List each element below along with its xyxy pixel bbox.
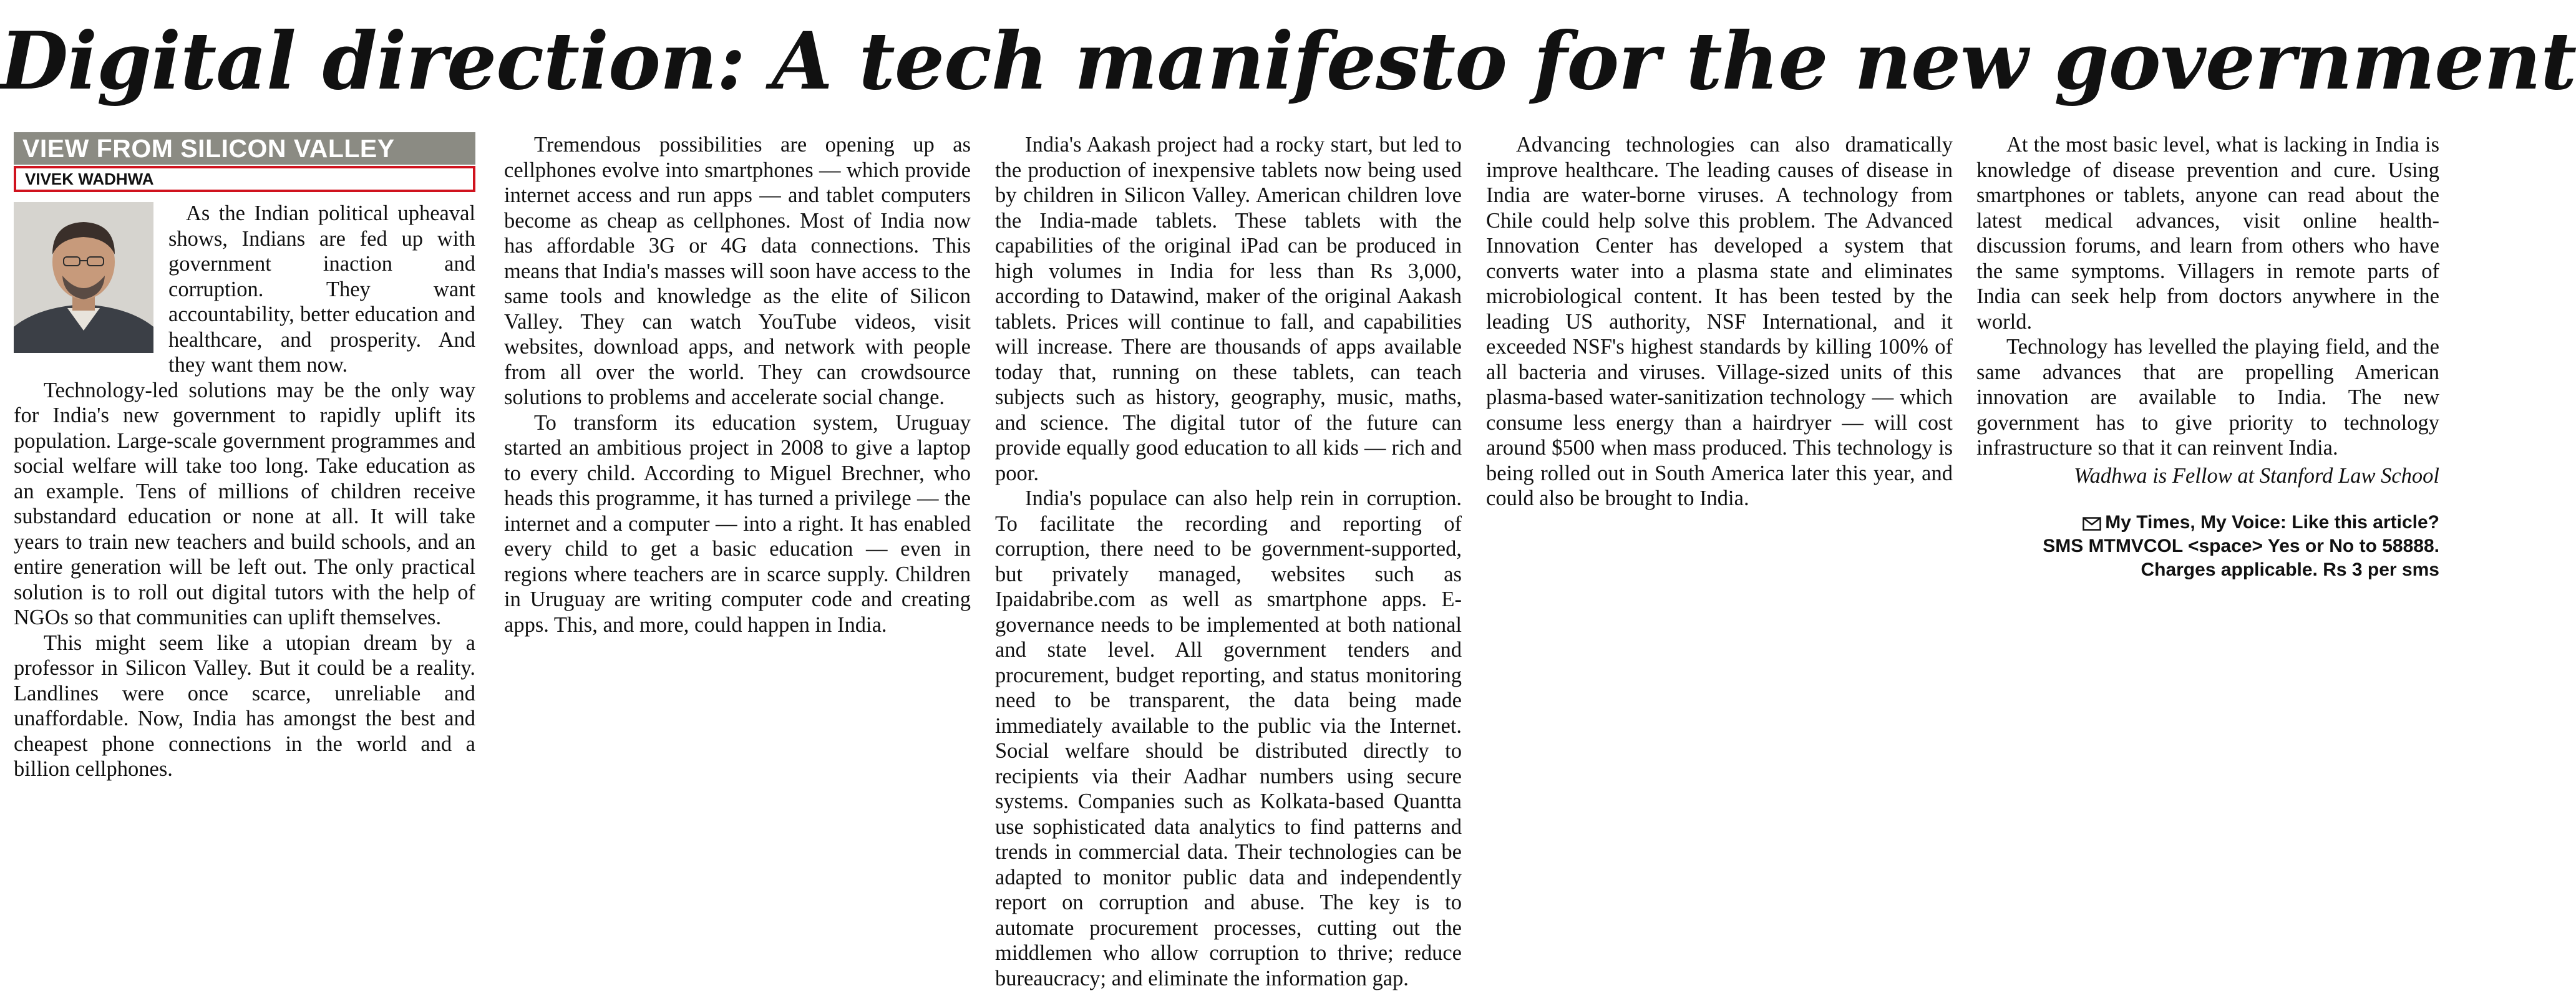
intro-block: [14, 201, 475, 378]
article-column-4: [1486, 132, 1953, 656]
paragraph-8: At the most basic level, what is lacking in India is knowledge of disease prevention and cure. Using smartphones or tablets, anyone can read about the latest medical advances, visit online health-discussion forums, and learn from others who have the same symptoms. Villagers in remote parts of India can seek help from doctors anywhere in the world.: [1976, 133, 2439, 334]
paragraph-5: India's Aakash project had a rocky start, but led to the production of inexpensive tablets now being used by children in Silicon Valley. American children love the India-made tablets. These tablets with the capabilities of the original iPad can be produced in high volumes in India for less than Rs 3,000, according to Datawind, maker of the original Aakash tablets. Prices will continue to fall, and capabilities will increase. There are thousands of apps available today that, running on these tablets, can teach subjects such as history, geography, music, maths, and science. The digital tutor of the future can provide equally good education to all kids — rich and poor.: [995, 133, 1462, 485]
promo-line-3: Charges applicable. Rs 3 per sms: [2141, 559, 2439, 580]
promo-line-1: [1976, 511, 2439, 534]
column-label: VIEW FROM SILICON VALLEY: [14, 132, 475, 165]
paragraph-3: Tremendous possibilities are opening up as cellphones evolve into smartphones — which provide internet access and run apps — and tablet computers become as cheap as cellphones. Most of India now has affordable 3G or 4G data connections. This means that India's masses will soon have access to the same tools and knowledge as the elite of Silicon Valley. They can watch YouTube videos, visit websites, download apps, and network with people from all over the world. They can crowdsource solutions to problems and accelerate social change.: [504, 133, 971, 409]
article-column-1: [14, 132, 475, 781]
paragraph-2: This might seem like a utopian dream by a professor in Silicon Valley. But it could be a reality. Landlines were once scarce, unreliable and unaffordable. Now, India has amongst the best and cheapest phone connections in the world and a billion cellphones.: [14, 631, 475, 781]
article-column-3: [995, 132, 1462, 990]
article-column-2: [504, 132, 971, 656]
envelope-icon: [2083, 517, 2101, 531]
article-column-5: [1976, 132, 2439, 656]
intro-paragraph: As the Indian political upheaval shows, Indians are fed up with government inaction and corruption. They want accountability, better education and healthcare, and prosperity. And they want them now.: [168, 201, 475, 377]
paragraph-1: Technology-led solutions may be the only way for India's new government to rapidly uplift its population. Large-scale government programmes and social welfare will take too long. Take education as an example. Tens of millions of children receive substandard education or none at all. It will take years to train new teachers and build schools, and an entire generation will be left out. The only practical solution is to roll out digital tutors with the help of NGOs so that communities can uplift themselves.: [14, 378, 475, 629]
promo-line-2: SMS MTMVCOL <space> Yes or No to 58888.: [2043, 536, 2439, 556]
author-portrait: [14, 202, 153, 353]
paragraph-6: India's populace can also help rein in corruption. To facilitate the recording and reporting of corruption, there need to be government-supported, but privately managed, websites such as Ipaidabribe.com as well as smartphone apps. E-governance needs to be implemented at both national and state level. All government tenders and procurement, budget reporting, and status monitoring need to be transparent, the data being made immediately available to the public via the Internet. Social welfare should be distributed directly to recipients via their Aadhar numbers using secure systems. Companies such as Kolkata-based Quantta use sophisticated data analytics to find patterns and trends in commercial data. Their technologies can be adapted to monitor public data and independently report on corruption and abuse. The key is to automate procurement processes, cutting out the middlemen who allow corruption to thrive; reduce bureaucracy; and eliminate the information gap.: [995, 486, 1462, 990]
paragraph-4: To transform its education system, Uruguay started an ambitious project in 2008 to give a laptop to every child. According to Miguel Brechner, who heads this programme, it has turned a privilege — the internet and a computer — into a right. It has enabled every child to get a basic education — even in regions where teachers are in scarce supply. Children in Uruguay are writing computer code and creating apps. This, and more, could happen in India.: [504, 410, 971, 637]
paragraph-9: Technology has levelled the playing field, and the same advances that are propelling American innovation are available to India. The new government has to give priority to technology infrastructure so that it can reinvent India.: [1976, 335, 2439, 460]
headline: Digital direction: A tech manifesto for the new government: [0, 15, 2576, 107]
author-signoff: Wadhwa is Fellow at Stanford Law School: [2074, 463, 2439, 488]
author-byline: VIVEK WADHWA: [14, 166, 475, 192]
sms-promo: [1976, 511, 2439, 582]
paragraph-7: Advancing technologies can also dramatically improve healthcare. The leading causes of disease in India are water-borne viruses. A technology from Chile could help solve this problem. The Advanced Innovation Center has developed a system that converts water into a plasma state and eliminates microbiological content. It has been tested by the leading US authority, NSF International, and it exceeded NSF's highest standards by killing 100% of all bacteria and viruses. Village-sized units of this plasma-based water-sanitization technology — which consume less energy than a hairdryer — will cost around $500 when mass produced. This technology is being rolled out in South America later this year, and could also be brought to India.: [1486, 133, 1953, 510]
promo-question: My Times, My Voice: Like this article?: [2105, 512, 2439, 533]
